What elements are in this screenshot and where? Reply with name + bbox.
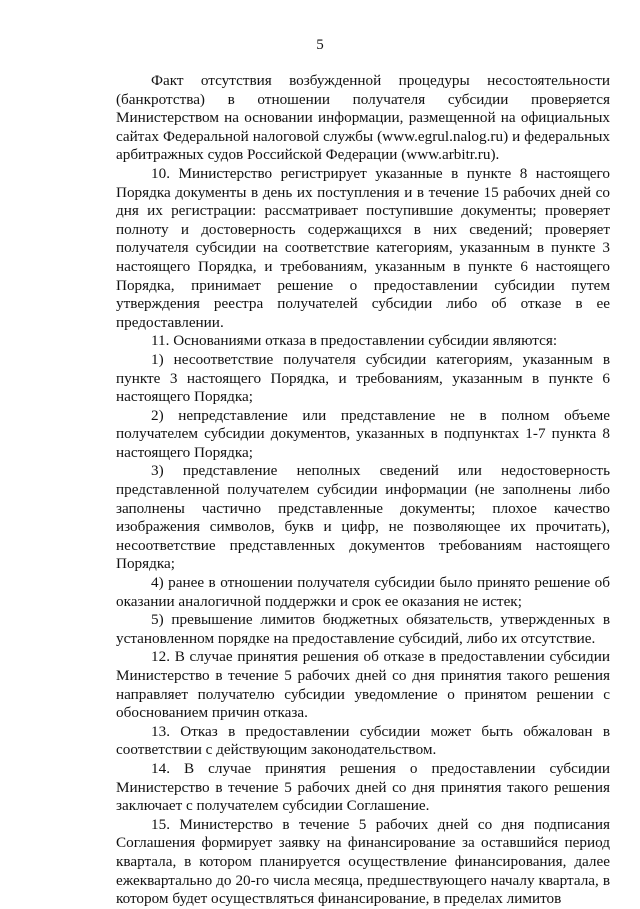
paragraph-13-appeal: 13. Отказ в предоставлении субсидии может быть обжалован в соответствии с действующим законодательством.	[116, 722, 610, 759]
list-item-11-5: 5) превышение лимитов бюджетных обязательств, утвержденных в установленном порядке на предоставление субсидий, либо их отсутствие.	[116, 611, 610, 647]
list-item-11-3: 3) представление неполных сведений или недостоверность представленной получателем субсидии информации (не заполнены либо заполнены частично представленные документы; плохое качество изображения символов, букв и цифр, не позволяющее их прочитать), несоответствие представленных документов требованиям настоящего Порядка;	[116, 462, 610, 573]
list-item-11-1: 1) несоответствие получателя субсидии категориям, указанным в пункте 3 настоящего Порядка, и требованиям, указанным в пункте 6 настоящего Порядка;	[116, 350, 610, 406]
paragraph-15-financing-request: 15. Министерство в течение 5 рабочих дней со дня подписания Соглашения формирует заявку на финансирование за оставшийся период квартала, в котором планируется осуществление финансирования, далее ежеквартально до 20-го числа месяца, предшествующего началу квартала, в котором будет осуществляться финансирование, в пределах лимитов	[116, 815, 610, 908]
list-item-11-2: 2) непредставление или представление не в полном объеме получателем субсидии документов, указанных в подпунктах 1-7 пункта 8 настоящего Порядка;	[116, 406, 610, 461]
paragraph-10-registration: 10. Министерство регистрирует указанные в пункте 8 настоящего Порядка документы в день их поступления и в течение 15 рабочих дней со дня их регистрации: рассматривает поступившие документы; проверяет полноту и достоверность содержащихся в них сведений; проверяет получателя субсидии на соответствие категориям, указанным в пункте 3 настоящего Порядка, и требованиям, указанным в пункте 6 настоящего Порядка, принимает решение о предоставлении субсидии путем утверждения реестра получателей субсидии либо об отказе в ее предоставлении.	[116, 164, 610, 331]
paragraph-bankruptcy-check: Факт отсутствия возбужденной процедуры несостоятельности (банкротства) в отношении получателя субсидии проверяется Министерством на основании информации, размещенной на официальных сайтах Федеральной налоговой службы (www.egrul.nalog.ru) и федеральных арбитражных судов Российской Федерации (www.arbitr.ru).	[116, 72, 610, 164]
document-body	[116, 72, 610, 909]
paragraph-14-agreement: 14. В случае принятия решения о предоставлении субсидии Министерство в течение 5 рабочих дней со дня принятия такого решения заключает с получателем субсидии Соглашение.	[116, 759, 610, 815]
page-number: 5	[316, 37, 324, 53]
paragraph-12-refusal-notice: 12. В случае принятия решения об отказе в предоставлении субсидии Министерство в течение 5 рабочих дней со дня принятия такого решения направляет получателю субсидии уведомление о принятом решении с обоснованием причин отказа.	[116, 648, 610, 722]
list-item-11-4: 4) ранее в отношении получателя субсидии было принято решение об оказании аналогичной поддержки и срок ее оказания не истек;	[116, 574, 610, 610]
paragraph-11-refusal-grounds: 11. Основаниями отказа в предоставлении субсидии являются:	[151, 332, 558, 350]
